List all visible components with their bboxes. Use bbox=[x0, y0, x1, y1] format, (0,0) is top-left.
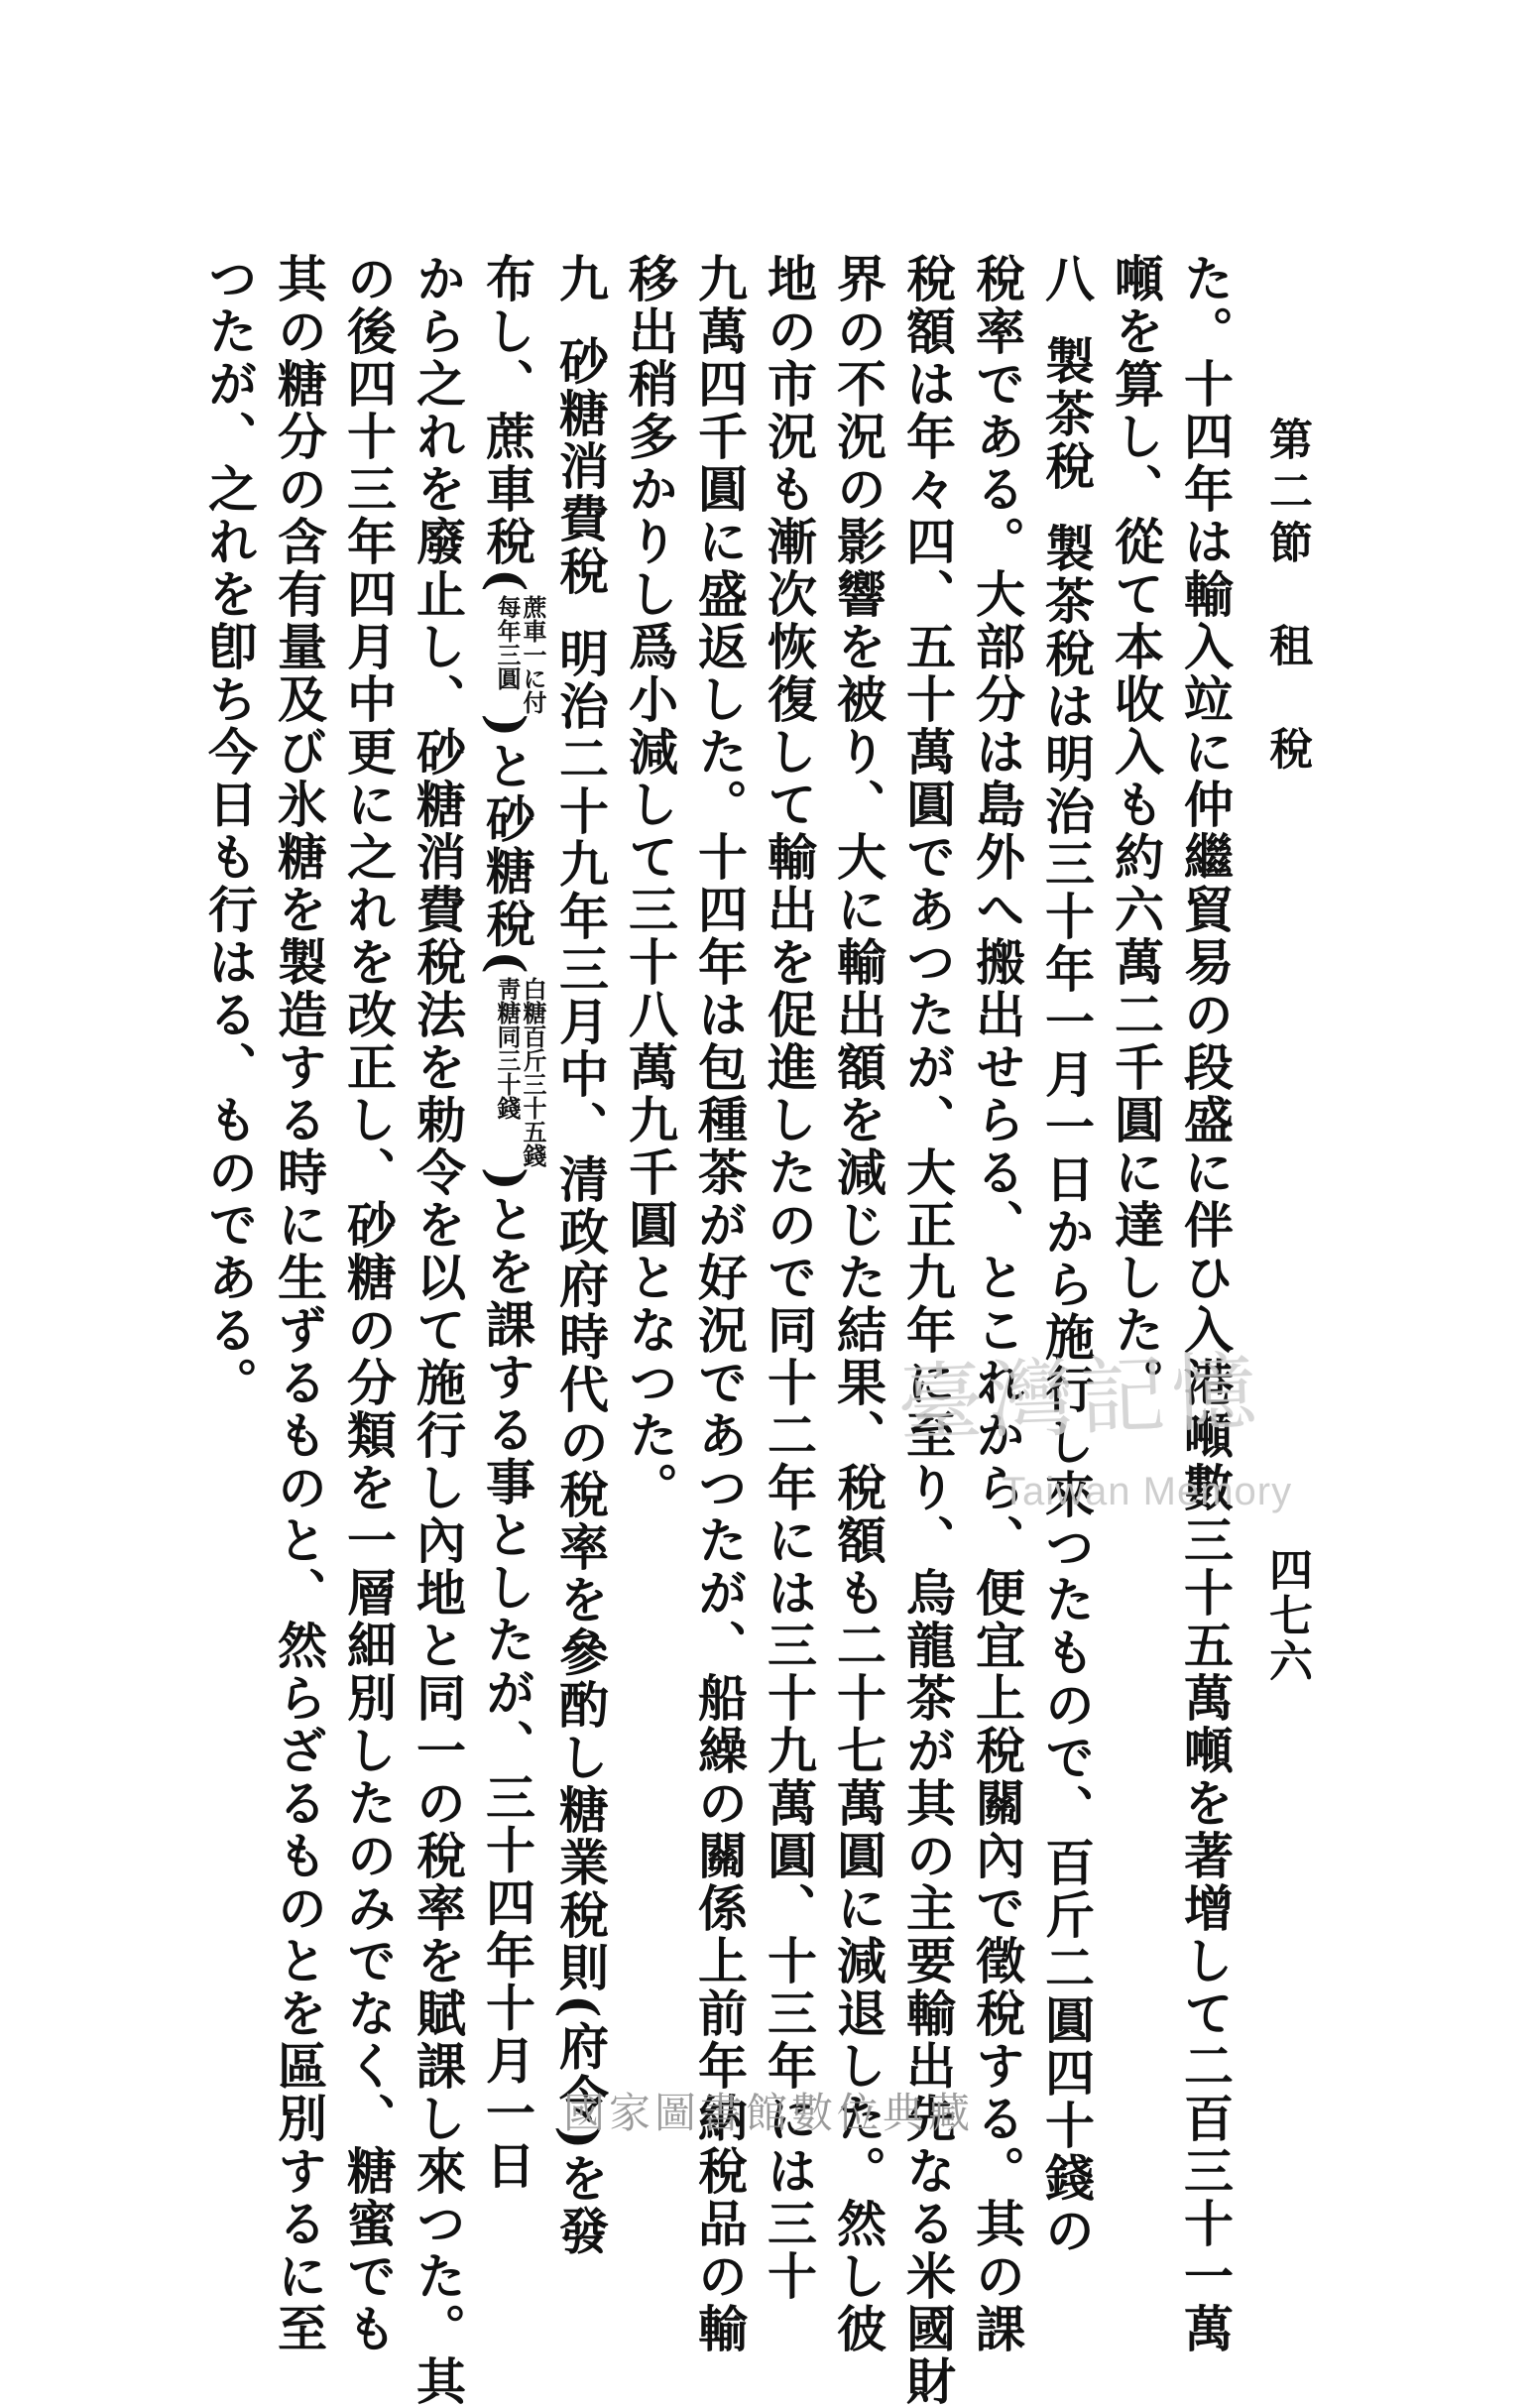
note-line: 每年三圓 bbox=[493, 594, 522, 690]
text-line: から之れを廢止し、砂糖消費稅法を勅令を以て施行し內地と同一の稅率を賦課し來つた。其 bbox=[409, 253, 467, 2408]
section-title: 砂糖消費稅 bbox=[551, 335, 610, 598]
section-number: 九 bbox=[551, 253, 610, 305]
text-fragment: とを課する事としたが、三十四年十月一日 bbox=[478, 1193, 536, 2193]
section-8-heading-line bbox=[1031, 253, 1101, 2257]
inline-note bbox=[494, 977, 545, 1167]
text-line: 其の糖分の含有量及び氷糖を製造する時に生ずるものと、然らざるものとを區別するに至 bbox=[270, 253, 328, 2355]
text-line: 地の市況も漸次恢復して輸出を促進したので同十二年には三十九萬圓、十三年には三十 bbox=[760, 253, 818, 2303]
section-9-heading-line bbox=[545, 253, 615, 2258]
text-line: 明治二十九年三月中、清政府時代の稅率を參酌し糖業稅則(府令)を發 bbox=[551, 628, 610, 2258]
watermark-logo: 臺灣記憶 bbox=[895, 1342, 1264, 1455]
footer-credit: 國家圖書館數位典藏 bbox=[562, 2089, 974, 2137]
text-line: 移出稍多かりし爲小減して三十八萬九千圓となつた。 bbox=[621, 253, 679, 1514]
section-title: 製茶稅 bbox=[1037, 335, 1096, 493]
text-line: 稅額は年々四、五十萬圓であつたが、大正九年に至り、烏龍茶が其の主要輸出先なる米國財 bbox=[898, 253, 957, 2408]
watermark-subtitle: Taiwan Memory bbox=[1002, 1470, 1293, 1513]
text-line-with-notes: 布し、蔗車稅(蔗車一に付 每年三圓)と砂糖稅(白糖百斤三十五錢 靑糖同三十錢)とを課する事としたが、三十四年十月一日 bbox=[478, 253, 547, 2193]
running-header: 第二節 租 稅 bbox=[1261, 417, 1312, 778]
text-line: 噸を算し、從て本收入も約六萬二千圓に達した。 bbox=[1107, 253, 1165, 1409]
text-line: た。十四年は輸入竝に仲繼貿易の段盛に伴ひ入港噸數三十五萬噸を著增して二百三十一萬 bbox=[1176, 253, 1235, 2355]
text-line: の後四十三年四月中更に之れを改正し、砂糖の分類を一層細別したのみでなく、糖蜜でも bbox=[339, 253, 398, 2355]
note-line: 靑糖同三十錢 bbox=[493, 977, 522, 1121]
text-fragment: 布し、蔗車稅 bbox=[478, 253, 536, 568]
section-number: 八 bbox=[1037, 253, 1096, 305]
note-line: 蔗車一に付 bbox=[519, 594, 547, 714]
inline-note bbox=[494, 595, 545, 714]
note-line: 白糖百斤三十五錢 bbox=[519, 977, 547, 1168]
text-line: 界の不況の影響を被り、大に輸出額を減じた結果、稅額も二十七萬圓に減退した。然し彼 bbox=[829, 253, 887, 2355]
text-line: 稅率である。大部分は島外へ搬出せらる、とこれから、便宜上稅關內で徵稅する。其の課 bbox=[968, 253, 1026, 2355]
text-line: つたが、之れを卽ち今日も行はる、ものである。 bbox=[200, 253, 259, 1409]
text-line: 九萬四千圓に盛返した。十四年は包種茶が好況であつたが、船繰の關係上前年納稅品の輸 bbox=[690, 253, 749, 2355]
page-number: 四七六 bbox=[1261, 1547, 1312, 1684]
text-line: 製茶稅は明治三十年一月一日から施行し來つたもので、百斤二圓四十錢の bbox=[1037, 523, 1096, 2257]
text-fragment: と砂糖稅 bbox=[478, 740, 536, 951]
